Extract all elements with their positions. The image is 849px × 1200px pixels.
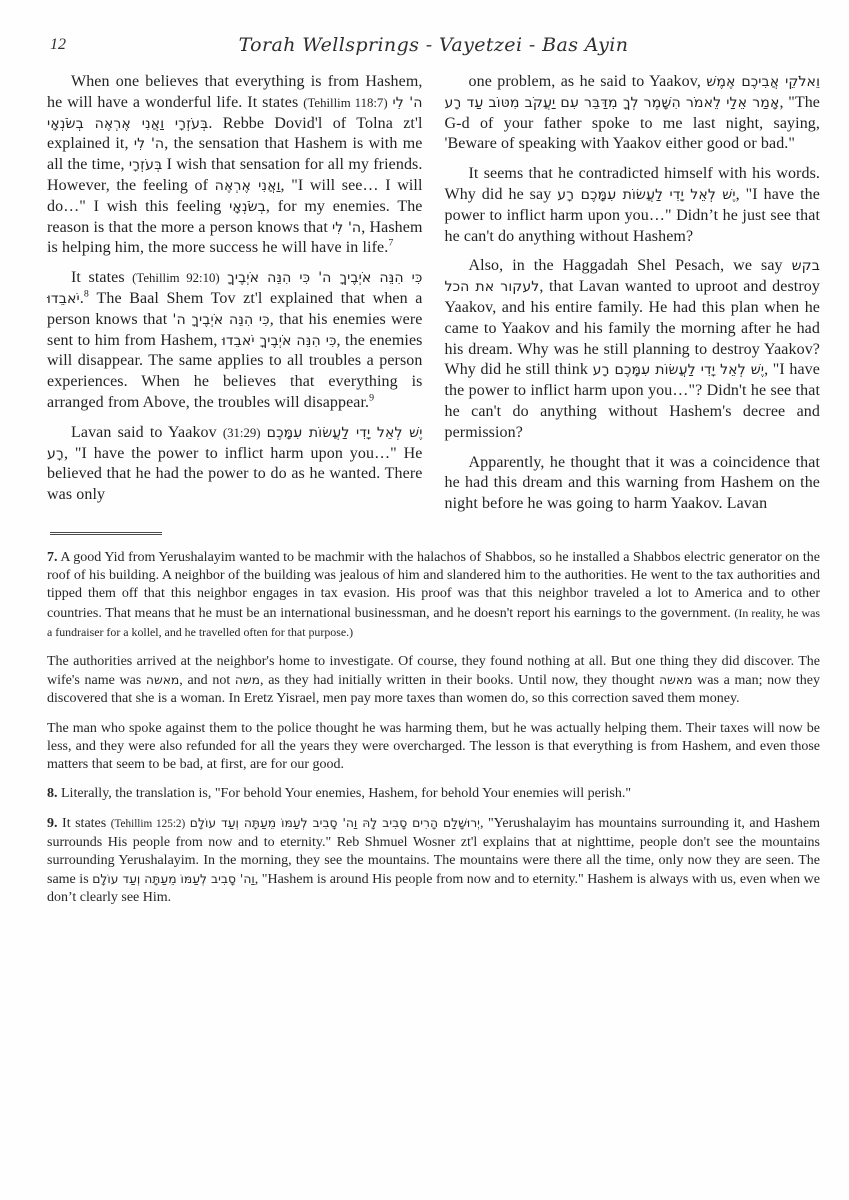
page-title: Torah Wellsprings - Vayetzei - Bas Ayin [238,34,629,56]
paragraph [47,423,423,506]
hebrew-phrase: בְשֹׂנְאָי [229,198,266,215]
hebrew-phrase: וֵאלֹקֵי אֲבִיכֶם אֶמֶשׁ אָמַר אֵלַי לֵאמֹר הִשָּׁמֶר לְךָ מִדַּבֵּר עִם יַעֲקֹב מִטּוֹב עַד רָע [444,74,821,111]
source-citation: (31:29) [222,425,261,440]
text-run: Lavan said to Yaakov [71,423,223,441]
hebrew-phrase: בְּעֹזְרָי [128,157,163,174]
hebrew-phrase: יֶשׁ לְאֵל יָדִי לַעֲשׂוֹת עִמָּכֶם רָע [47,424,423,462]
hebrew-phrase: מאשה [659,673,693,688]
text-run: , "The G-d of your father spoke to me last night, saying, 'Beware of speaking with Yaakov either good or bad." [444,93,821,153]
text-run: one problem, as he said to Yaakov, [468,73,707,90]
text-run: . Rebbe Dovid'l of Tolna zt'l explained it, [47,114,423,153]
paragraph [47,268,423,414]
text-run: It states [57,816,111,832]
source-citation: (Tehillim 118:7) [303,95,388,110]
text-run: , that Lavan wanted to uproot and destroy Yaakov, and his entire family. He had this plan when he came to Yaakov and his family the morning after he had his dream. Why was he still planning to destroy Yaakov? Why did he still think [444,278,820,379]
text-run: , that his enemies were sent to him from Hashem, [47,310,423,349]
text-run: , Hashem is helping him, the more success he will have in life. [47,218,423,257]
text-run: , for my enemies. The reason is that the more a person knows that [47,197,423,236]
text-run: , as they had initially written in their books. Until now, they thought [260,673,660,689]
text-run: . [79,289,84,307]
right-column [445,72,821,524]
hebrew-phrase: כִּי הִנֵּה אֹיְבֶיךָ יֹאבֵדוּ [221,332,337,349]
footnote-9 [47,814,820,907]
text-run: I wish that sensation for all my friends. However, the feeling of [47,156,423,194]
hebrew-phrase: יֶשׁ לְאֵל יָדִי לַעֲשׂוֹת עִמָּכֶם רָע [557,186,736,203]
hebrew-phrase: ה' לִי [133,136,165,153]
text-run: The authorities arrived at the neighbor's home to investigate. Of course, they found nothing at all. But one thing they did discover. The wife's name was [47,653,820,689]
text-run: , "Yerushalayim has mountains surrounding it, and Hashem surrounds His people from now and to eternity." Reb Shmuel Wosner zt'l explains that at nighttime, people don't see the mountains surrounding Yerushalayim. In the morning, they see the mountains. The mountains were there all the time, only now they are seen. The same is [47,816,821,887]
text-run: Apparently, he thought that it was a coincidence that he had this dream and this warning from Hashem on the night before he was going to harm Yaakov. Lavan [444,453,820,513]
hebrew-phrase: משה [234,673,261,688]
page-header [47,34,820,68]
paragraph [445,164,821,247]
text-run: The man who spoke against them to the police thought he was harming them, but he was actually helping them. Their taxes will now be less, and they were also refunded for all the years they were overcharged. The lesson is that everything is from Hashem, and even those matters that seem to be bad, at first, are for our good. [47,720,820,772]
footnote-separator [50,532,162,535]
text-run: It states [71,269,133,287]
text-run: , "I have the power to inflict harm upon you…" Didn’t he just see that he can't do anything without Hashem? [444,185,820,245]
text-run: was a man; now they discovered that she is a woman. In Eretz Yisrael, men pay more taxes than women do, so this correction saved them money. [47,673,821,707]
hebrew-phrase: וַה' סָבִיב לְעַמּוֹ מֵעַתָּה וְעַד עוֹלָם [92,871,255,886]
source-citation: (Tehillim 125:2) [110,818,186,831]
hebrew-phrase: ה' לִי בְּעֹזְרָי וַאֲנִי אֶרְאֶה בְשֹׂנְאָי [47,94,423,132]
hebrew-phrase: וַאֲנִי אֶרְאֶה [214,177,281,194]
text-run: , the sensation that Hashem is with me all the time, [47,135,423,174]
source-citation: (Tehillim 92:10) [132,271,220,286]
text-run: , the enemies will disappear. The same applies to all troubles a person experiences. When he believes that everything is arranged from Above, the troubles will disappear. [47,331,423,411]
hebrew-phrase: מאשה [145,673,180,688]
left-column [47,72,423,524]
footnote-reference: 8 [83,288,89,300]
hebrew-phrase: כִּי הִנֵּה אֹיְבֶיךָ ה' כִּי הִנֵּה אֹיְבֶיךָ יֹאבֵדוּ [47,270,423,307]
hebrew-phrase: בקש לעקור את הכל [444,258,820,296]
text-run: It seems that he contradicted himself with his words. Why did he say [444,165,820,203]
text-run: , "I have the power to inflict harm upon you…"? Didn't he see that he can't do anything without Hashem's decree and permission? [444,361,820,441]
page-number: 12 [50,36,66,53]
text-run: A good Yid from Yerushalayim wanted to be machmir with the halachos of Shabbos, so he installed a Shabbos electric generator on the roof of his building. A neighbor of the building was jealous of him and slandered him to the authorities. He went to the tax authorities and tipped them off that this neighbor engages in tax evasion. His proof was that this neighbor traveled a lot to America and to other countries. That means that he must be an international businessman, and he doesn't report his earnings to the government. [47,549,820,621]
text-run: The Baal Shem Tov zt'l explained that when a person knows that [47,289,423,328]
footnote-reference: 9 [369,392,375,404]
paragraph [445,453,821,515]
hebrew-phrase: כִּי הִנֵּה אֹיְבֶיךָ ה' [172,311,270,328]
footnote-7 [47,549,820,642]
footnote-number: 8. [47,786,58,802]
paragraph [445,256,821,443]
text-run: , "I will see… I will do…" I wish this feeling [47,176,423,215]
hebrew-phrase: יֶשׁ לְאֵל יָדִי לַעֲשׂוֹת עִמָּכֶם רָע [592,362,765,379]
footnote-7-continued [47,653,820,709]
footnote-reference: 7 [388,238,394,250]
paragraph [445,72,821,155]
small-parenthetical: (In reality, he was a fundraiser for a kollel, and he travelled often for that purpose.) [47,605,820,639]
footnote-7-continued [47,720,820,775]
footnote-number: 7. [47,549,58,565]
hebrew-phrase: ה' לִי [332,219,362,236]
footnote-8 [47,785,820,803]
text-run: , "Hashem is around His people from now and to eternity." Hashem is always with us, even when we don’t clearly see Him. [47,871,820,906]
text-run: Literally, the translation is, "For behold Your enemies, Hashem, for behold Your enemies will perish." [57,786,632,802]
main-text-area [47,72,820,524]
footnotes-section [47,549,820,907]
text-run: , "I have the power to inflict harm upon you…" He believed that he had the power to do as he wanted. There was only [47,444,423,504]
hebrew-phrase: יְרוּשָׁלִַם הָרִים סָבִיב לָהּ וַה' סָבִיב לְעַמּוֹ מֵעַתָּה וְעַד עוֹלָם [189,816,480,831]
text-run: When one believes that everything is from Hashem, he will have a wonderful life. It states [47,73,423,111]
paragraph [47,72,423,259]
text-run: , and not [179,673,235,689]
text-run: Also, in the Haggadah Shel Pesach, we say [468,257,792,275]
footnote-number: 9. [47,816,58,832]
